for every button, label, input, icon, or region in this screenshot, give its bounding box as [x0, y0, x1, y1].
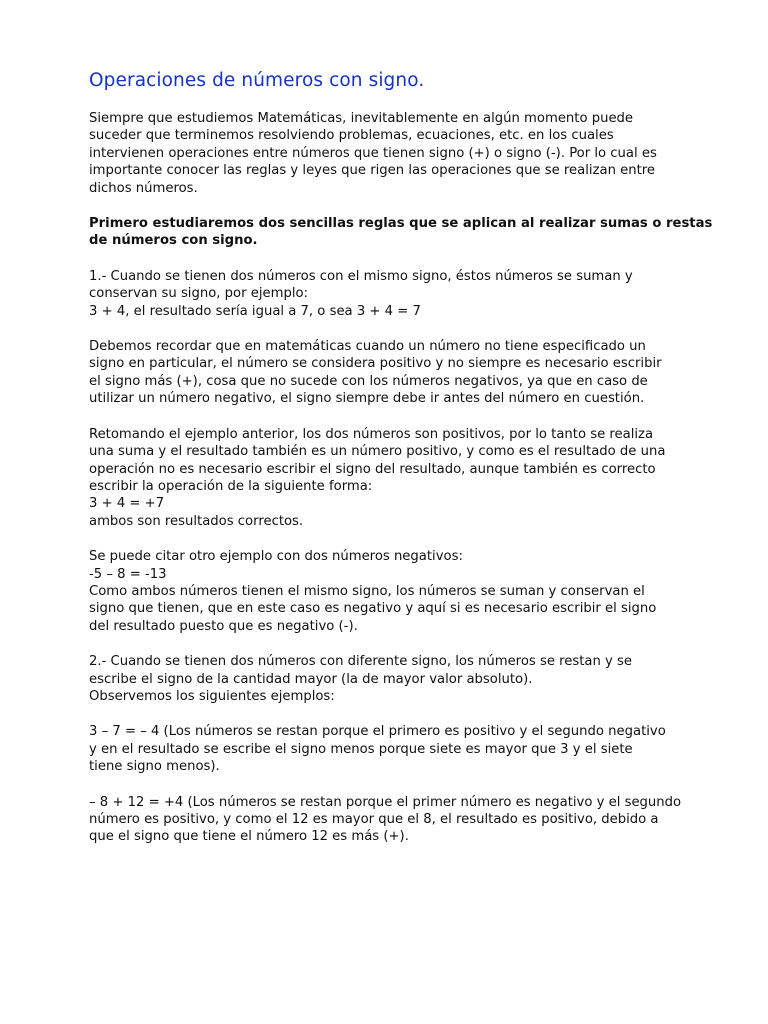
paragraph-rule-2	[89, 653, 688, 705]
paragraph-line: tiene signo menos).	[89, 759, 220, 775]
paragraph-line: número es positivo, y como el 12 es mayor que el 8, el resultado es positivo, debido a	[89, 812, 659, 827]
paragraph-line: 3 + 4 = +7	[89, 496, 165, 512]
paragraph-line: importante conocer las reglas y leyes que rigen las operaciones que se realizan entre	[89, 163, 656, 179]
paragraph-line: Se puede citar otro ejemplo con dos números negativos:	[89, 549, 463, 565]
paragraph-line: Observemos los siguientes ejemplos:	[89, 688, 335, 704]
paragraph-line: intervienen operaciones entre números que tienen signo (+) o signo (-). Por lo cual es	[89, 145, 657, 161]
paragraph-line: Retomando el ejemplo anterior, los dos números son positivos, por lo tanto se realiza	[89, 426, 654, 442]
paragraph-line: escribe el signo de la cantidad mayor (la de mayor valor absoluto).	[89, 671, 533, 687]
paragraph-line: 1.- Cuando se tienen dos números con el mismo signo, éstos números se suman y	[89, 268, 633, 284]
paragraph-line: suceder que terminemos resolviendo problemas, ecuaciones, etc. en los cuales	[89, 128, 614, 144]
paragraph-line: – 8 + 12 = +4 (Los números se restan porque el primer número es negativo y el segundo	[89, 794, 682, 810]
paragraph-line: Debemos recordar que en matemáticas cuando un número no tiene especificado un	[89, 339, 646, 355]
paragraph-line: escribir la operación de la siguiente forma:	[89, 478, 373, 494]
paragraph-rules-heading	[89, 215, 713, 250]
paragraph-revisit-example	[89, 426, 688, 530]
paragraph-line: y en el resultado se escribe el signo menos porque siete es mayor que 3 y el siete	[89, 741, 633, 757]
paragraph-line: 3 – 7 = – 4 (Los números se restan porque el primero es positivo y el segundo negativo	[89, 724, 666, 740]
paragraph-line: conservan su signo, por ejemplo:	[89, 286, 308, 302]
paragraph-line: Primero estudiaremos dos sencillas reglas que se aplican al realizar sumas o restas	[89, 216, 713, 232]
paragraph-line: que el signo que tiene el número 12 es más (+).	[89, 829, 409, 845]
document-body	[89, 110, 713, 846]
paragraph-line: signo que tienen, que en este caso es negativo y aquí si es necesario escribir el signo	[89, 601, 657, 617]
paragraph-line: 2.- Cuando se tienen dos números con diferente signo, los números se restan y se	[89, 654, 633, 670]
paragraph-line: Como ambos números tienen el mismo signo, los números se suman y conservan el	[89, 583, 645, 599]
paragraph-negative-example	[89, 548, 688, 635]
paragraph-line: el signo más (+), cosa que no sucede con los números negativos, ya que en caso de	[89, 373, 648, 389]
paragraph-rule-1	[89, 268, 688, 320]
paragraph-intro	[89, 110, 688, 197]
paragraph-line: de números con signo.	[89, 233, 258, 249]
paragraph-line: del resultado puesto que es negativo (-).	[89, 618, 358, 634]
page-title: Operaciones de números con signo.	[89, 70, 425, 91]
paragraph-line: Siempre que estudiemos Matemáticas, inevitablemente en algún momento puede	[89, 111, 634, 126]
paragraph-positive-sign-note	[89, 338, 688, 408]
paragraph-line: utilizar un número negativo, el signo siempre debe ir antes del número en cuestión.	[89, 391, 645, 407]
paragraph-line: operación no es necesario escribir el signo del resultado, aunque también es correcto	[89, 461, 656, 477]
paragraph-line: una suma y el resultado también es un número positivo, y como es el resultado de una	[89, 444, 666, 460]
paragraph-line: dichos números.	[89, 180, 198, 196]
paragraph-line: ambos son resultados correctos.	[89, 513, 304, 529]
paragraph-line: 3 + 4, el resultado sería igual a 7, o sea 3 + 4 = 7	[89, 303, 421, 319]
paragraph-example-3-minus-7	[89, 723, 688, 775]
paragraph-line: signo en particular, el número se considera positivo y no siempre es necesario escribir	[89, 356, 662, 372]
paragraph-line: -5 – 8 = -13	[89, 566, 167, 582]
paragraph-example-minus-8-plus-12	[89, 794, 688, 846]
